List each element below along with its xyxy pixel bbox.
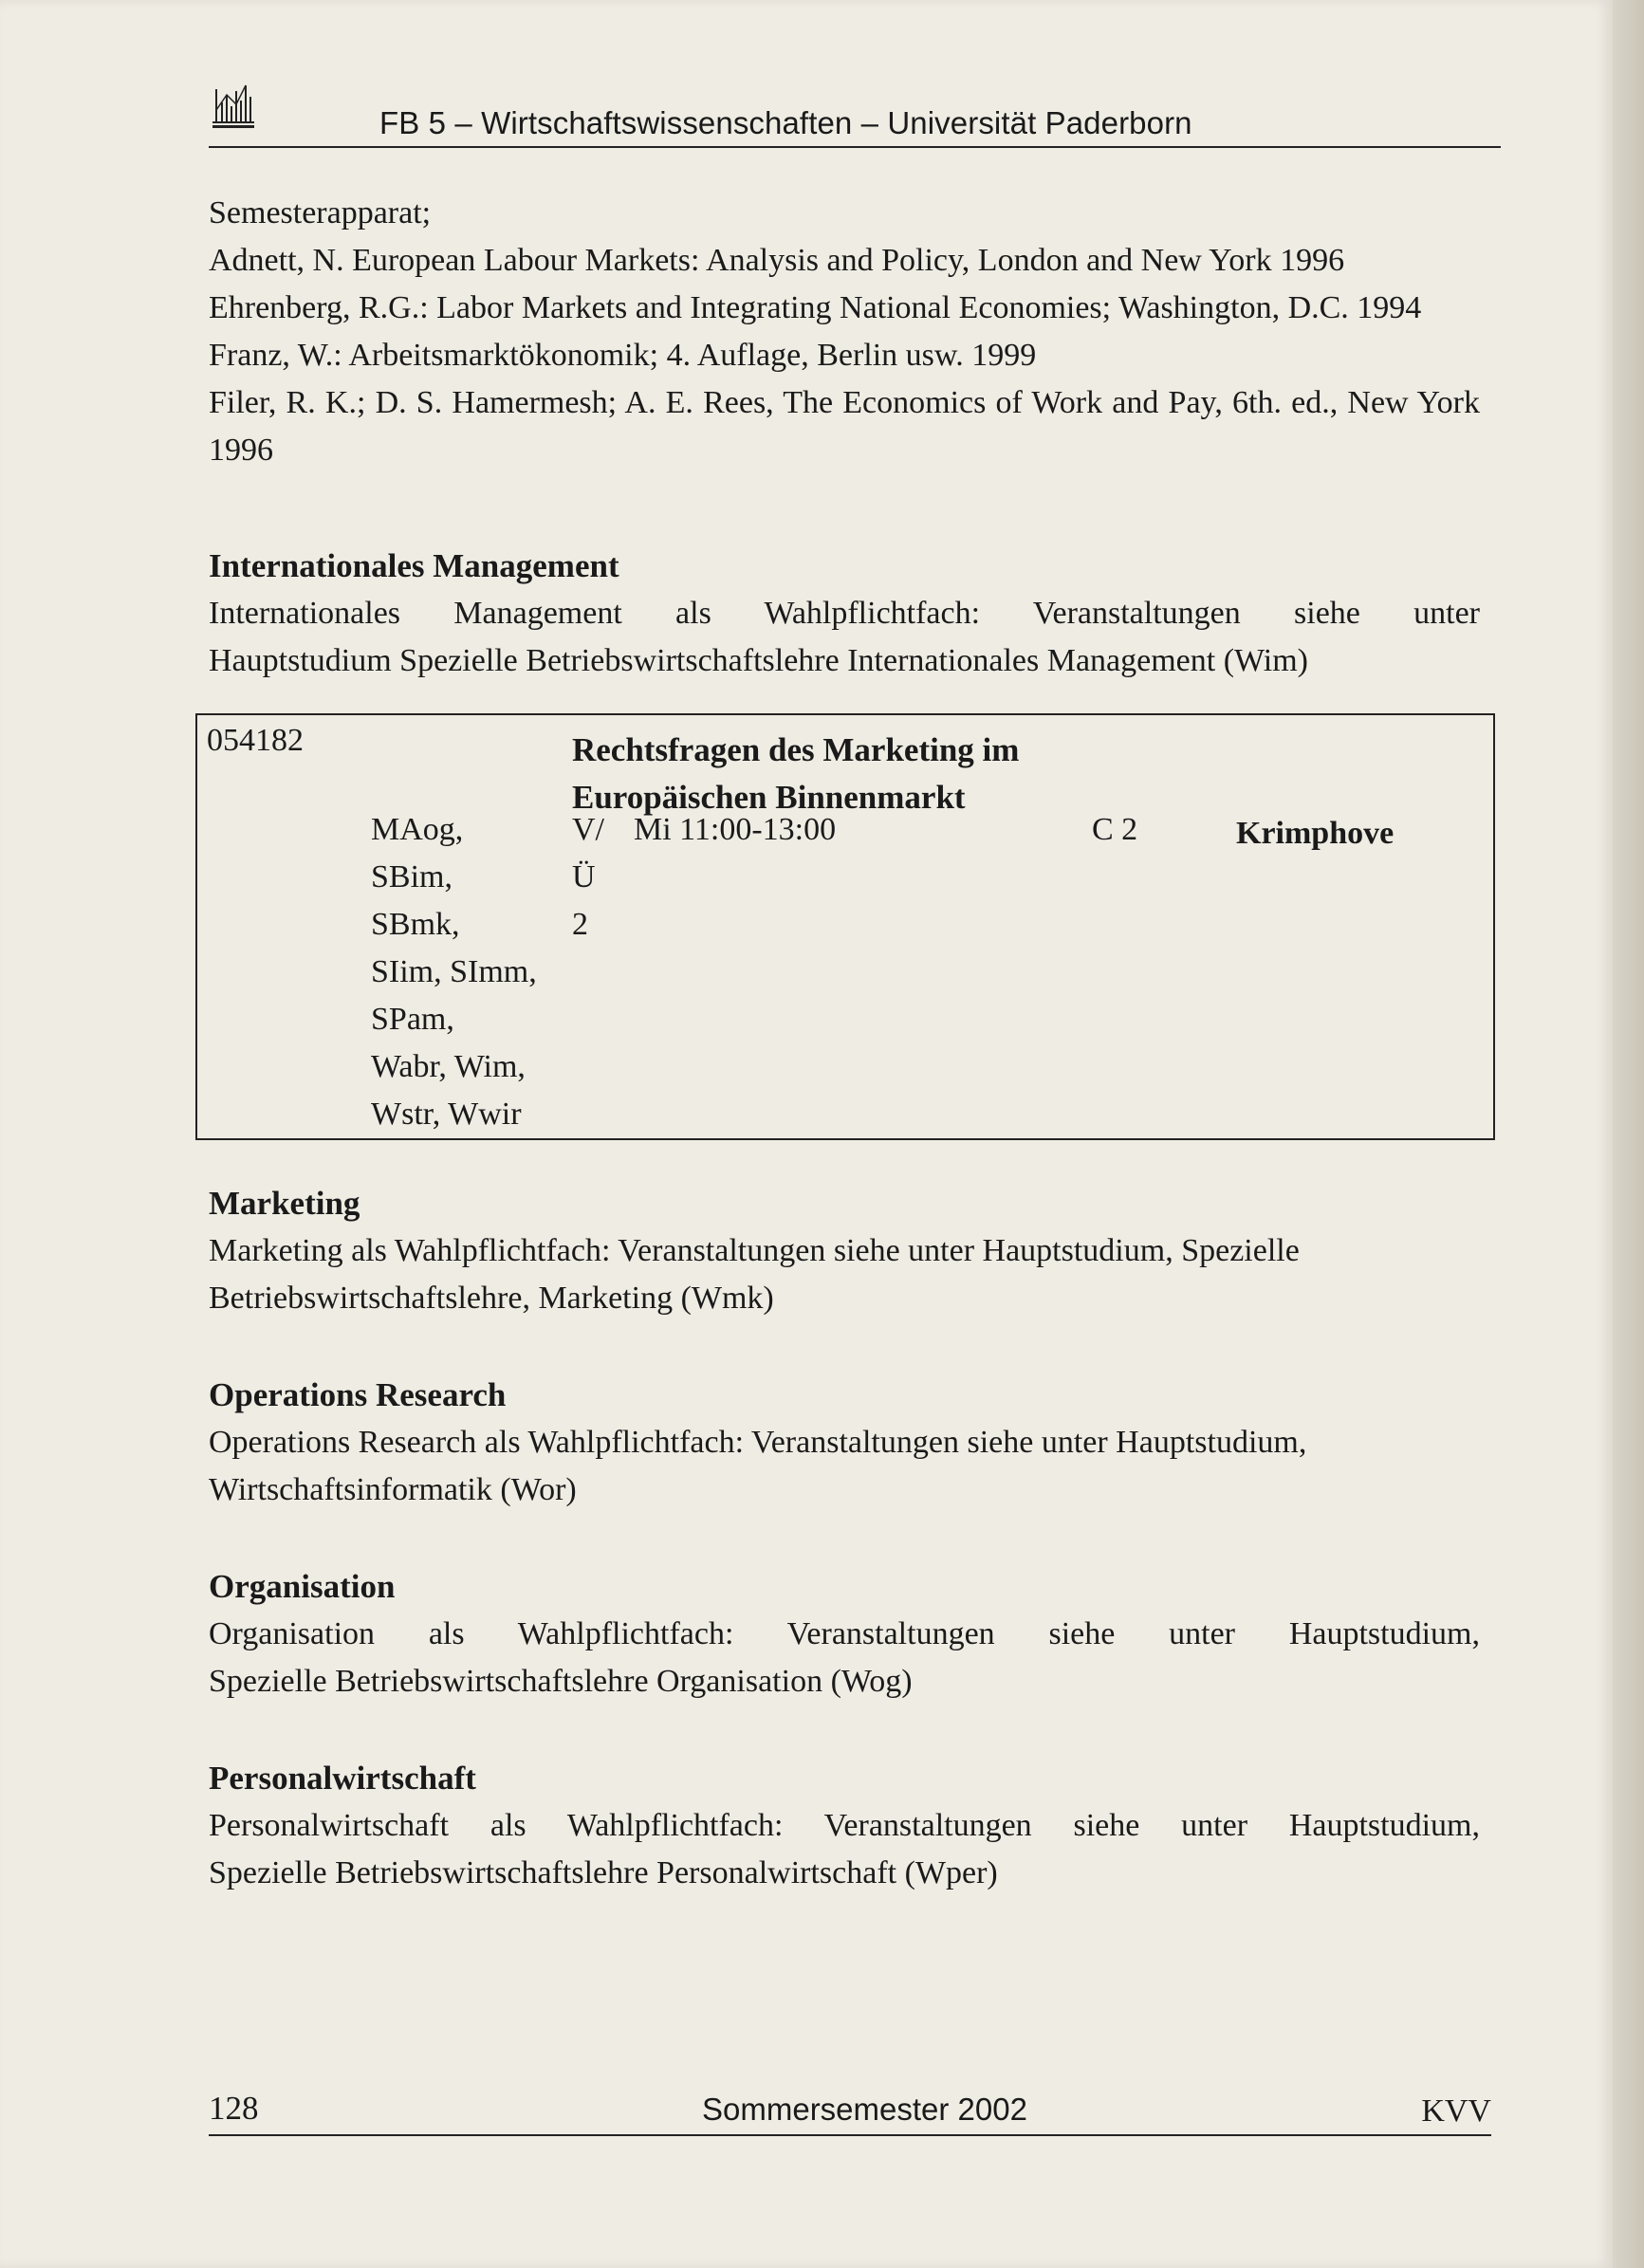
course-target-programs bbox=[371, 806, 537, 1138]
page-edge bbox=[1613, 0, 1644, 2268]
section-text: Hauptstudium Spezielle Betriebswirtschaftslehre Internationales Management (Wim) bbox=[209, 643, 1308, 678]
course-title-line: Europäischen Binnenmarkt bbox=[572, 779, 966, 816]
section-marketing bbox=[209, 1180, 1480, 1322]
section-operations-research bbox=[209, 1372, 1480, 1514]
page-number: 128 bbox=[209, 2090, 259, 2127]
course-type bbox=[572, 806, 604, 949]
literature-item: Adnett, N. European Labour Markets: Analysis and Policy, London and New York 1996 bbox=[209, 243, 1345, 278]
page-header bbox=[209, 82, 1501, 148]
course-room: C 2 bbox=[1092, 812, 1138, 847]
target-program: SBim, bbox=[371, 859, 453, 894]
literature-list bbox=[209, 190, 1480, 474]
page-content bbox=[209, 190, 1480, 1897]
section-text: Internationales Management als Wahlpflichtfach: Veranstaltungen siehe unter bbox=[209, 596, 1480, 631]
section-organisation bbox=[209, 1563, 1480, 1706]
course-number: 054182 bbox=[207, 723, 304, 758]
literature-item: Ehrenberg, R.G.: Labor Markets and Integrating National Economies; Washington, D.C. 1994 bbox=[209, 290, 1422, 325]
course-type-line: V/ bbox=[572, 812, 604, 847]
course-lecturer: Krimphove bbox=[1236, 816, 1395, 851]
literature-item: Filer, R. K.; D. S. Hamermesh; A. E. Rees, The Economics of Work and Pay, 6th. ed., New York 1996 bbox=[209, 385, 1480, 468]
section-text: Operations Research als Wahlpflichtfach: Veranstaltungen siehe unter Hauptstudium, bbox=[209, 1425, 1307, 1460]
target-program: Wabr, Wim, bbox=[371, 1049, 526, 1084]
target-program: MAog, bbox=[371, 812, 464, 847]
section-text: Personalwirtschaft als Wahlpflichtfach: Veranstaltungen siehe unter Hauptstudium, bbox=[209, 1808, 1480, 1843]
literature-item: Franz, W.: Arbeitsmarktökonomik; 4. Auflage, Berlin usw. 1999 bbox=[209, 338, 1037, 373]
section-text: Marketing als Wahlpflichtfach: Veranstaltungen siehe unter Hauptstudium, Spezielle bbox=[209, 1233, 1300, 1268]
target-program: SIim, SImm, bbox=[371, 954, 537, 989]
semester-label: Sommersemester 2002 bbox=[702, 2092, 1027, 2127]
course-time: Mi 11:00-13:00 bbox=[634, 812, 837, 847]
course-entry bbox=[195, 713, 1495, 1140]
catalog-label: KVV bbox=[1421, 2093, 1491, 2129]
section-heading: Internationales Management bbox=[209, 547, 619, 584]
section-text: Betriebswirtschaftslehre, Marketing (Wmk) bbox=[209, 1281, 774, 1316]
section-internationales-management bbox=[209, 543, 1480, 685]
target-program: SBmk, bbox=[371, 907, 460, 942]
section-heading: Marketing bbox=[209, 1185, 360, 1222]
course-type-line: 2 bbox=[572, 907, 588, 942]
section-text: Spezielle Betriebswirtschaftslehre Organisation (Wog) bbox=[209, 1664, 913, 1699]
literature-intro: Semesterapparat; bbox=[209, 195, 432, 230]
page-footer bbox=[209, 2085, 1491, 2136]
target-program: Wstr, Wwir bbox=[371, 1097, 522, 1132]
university-logo-icon bbox=[211, 82, 256, 131]
section-text: Wirtschaftsinformatik (Wor) bbox=[209, 1472, 577, 1507]
section-heading: Organisation bbox=[209, 1568, 396, 1605]
section-personalwirtschaft bbox=[209, 1755, 1480, 1897]
section-heading: Operations Research bbox=[209, 1376, 507, 1413]
course-title-line: Rechtsfragen des Marketing im bbox=[572, 731, 1020, 768]
header-title: FB 5 – Wirtschaftswissenschaften – Universität Paderborn bbox=[379, 105, 1192, 140]
section-heading: Personalwirtschaft bbox=[209, 1760, 476, 1797]
section-text: Organisation als Wahlpflichtfach: Veranstaltungen siehe unter Hauptstudium, bbox=[209, 1616, 1480, 1651]
target-program: SPam, bbox=[371, 1002, 454, 1037]
section-text: Spezielle Betriebswirtschaftslehre Personalwirtschaft (Wper) bbox=[209, 1855, 998, 1890]
course-type-line: Ü bbox=[572, 859, 596, 894]
